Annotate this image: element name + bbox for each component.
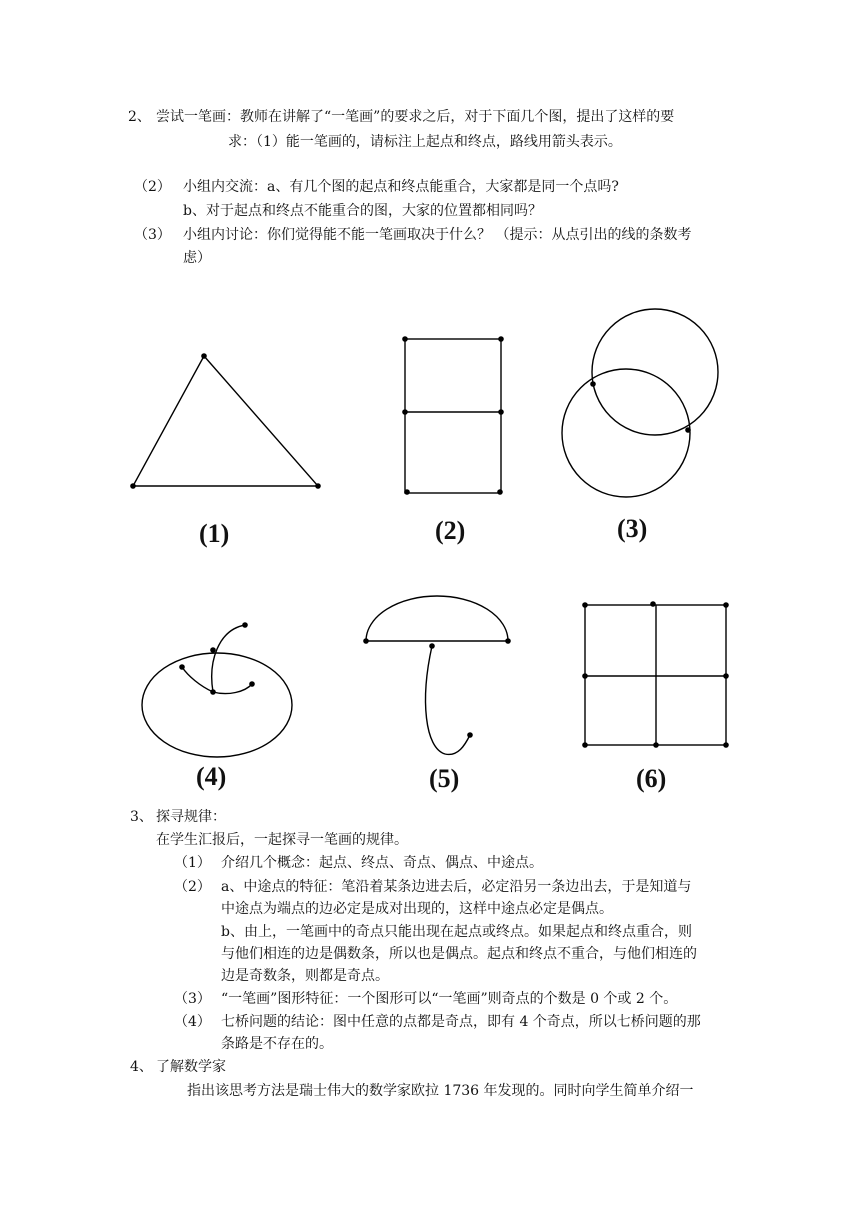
figure4-curve-b [182,667,213,692]
section3-item2-line2: 中途点为端点的边必定是成对出现的，这样中途点必定是偶点。 [221,901,613,917]
section3-item2-line3: b、由上，一笔画中的奇点只能出现在起点或终点。如果起点和终点重合，则 [221,924,692,940]
figure5-stem [426,646,470,754]
section3-title: 探寻规律： [156,809,226,825]
section3-item2-line1: a、中途点的特征：笔沿着某条边进去后，必定沿另一条边出去，于是知道与 [221,879,692,895]
figure5-dome [366,596,508,641]
section4-title: 了解数学家 [156,1059,226,1075]
section3-item1-number: （1） [174,855,211,871]
section3-item3: “一笔画”图形特征：一个图形可以“一笔画”则奇点的个数是 0 个或 2 个。 [221,991,678,1007]
section3-intro: 在学生汇报后，一起探寻一笔画的规律。 [156,832,408,848]
section3-item2-line4: 与他们相连的边是偶数条，所以也是偶点。起点和终点不重合，与他们相连的 [221,946,697,962]
section2-item3-line2: 虑） [183,250,211,266]
section4-number: 4、 [130,1059,153,1075]
section3-number: 3、 [130,809,153,825]
section2-item3-number: （3） [134,227,171,243]
figure4-curve-c [213,684,252,694]
section2-item3-line1: 小组内讨论：你们觉得能不能一笔画取决于什么？ （提示：从点引出的线的条数考 [183,227,692,243]
section3-item4-line1: 七桥问题的结论：图中任意的点都是奇点，即有 4 个奇点，所以七桥问题的那 [221,1014,701,1030]
section2-item2-line2: b、对于起点和终点不能重合的图，大家的位置都相同吗？ [183,203,542,219]
section2-line1: 尝试一笔画：教师在讲解了“一笔画”的要求之后，对于下面几个图，提出了这样的要 [156,109,675,125]
section3-item2-number: （2） [174,879,211,895]
section2-item2-number: （2） [134,179,171,195]
section3-item2-line5: 边是奇数条，则都是奇点。 [221,968,389,984]
section3-item1: 介绍几个概念：起点、终点、奇点、偶点、中途点。 [221,855,543,871]
figure6-label: (6) [636,764,667,793]
section4-line1: 指出该思考方法是瑞士伟大的数学家欧拉 1736 年发现的。同时向学生简单介绍一 [187,1083,694,1099]
section3-item4-line2: 条路是不存在的。 [221,1036,333,1052]
section2-number: 2、 [128,109,151,125]
figure4-label: (4) [196,762,227,791]
figure1-triangle [133,356,318,486]
figure2-rectangles [405,339,501,493]
section3-item3-number: （3） [174,991,211,1007]
figure3-circle-top [592,309,718,435]
figure4-curve-a [212,625,245,692]
figure3-label: (3) [617,514,648,543]
section2-line2: 求：（1）能一笔画的，请标注上起点和终点，路线用箭头表示。 [228,134,622,150]
figure1-label: (1) [199,519,230,548]
figure2-label: (2) [435,516,466,545]
figure4-ellipse [142,653,292,757]
section2-item2-line1: 小组内交流：a、有几个图的起点和终点能重合，大家都是同一个点吗? [183,179,619,195]
figure5-label: (5) [429,764,460,793]
section3-item4-number: （4） [174,1014,211,1030]
